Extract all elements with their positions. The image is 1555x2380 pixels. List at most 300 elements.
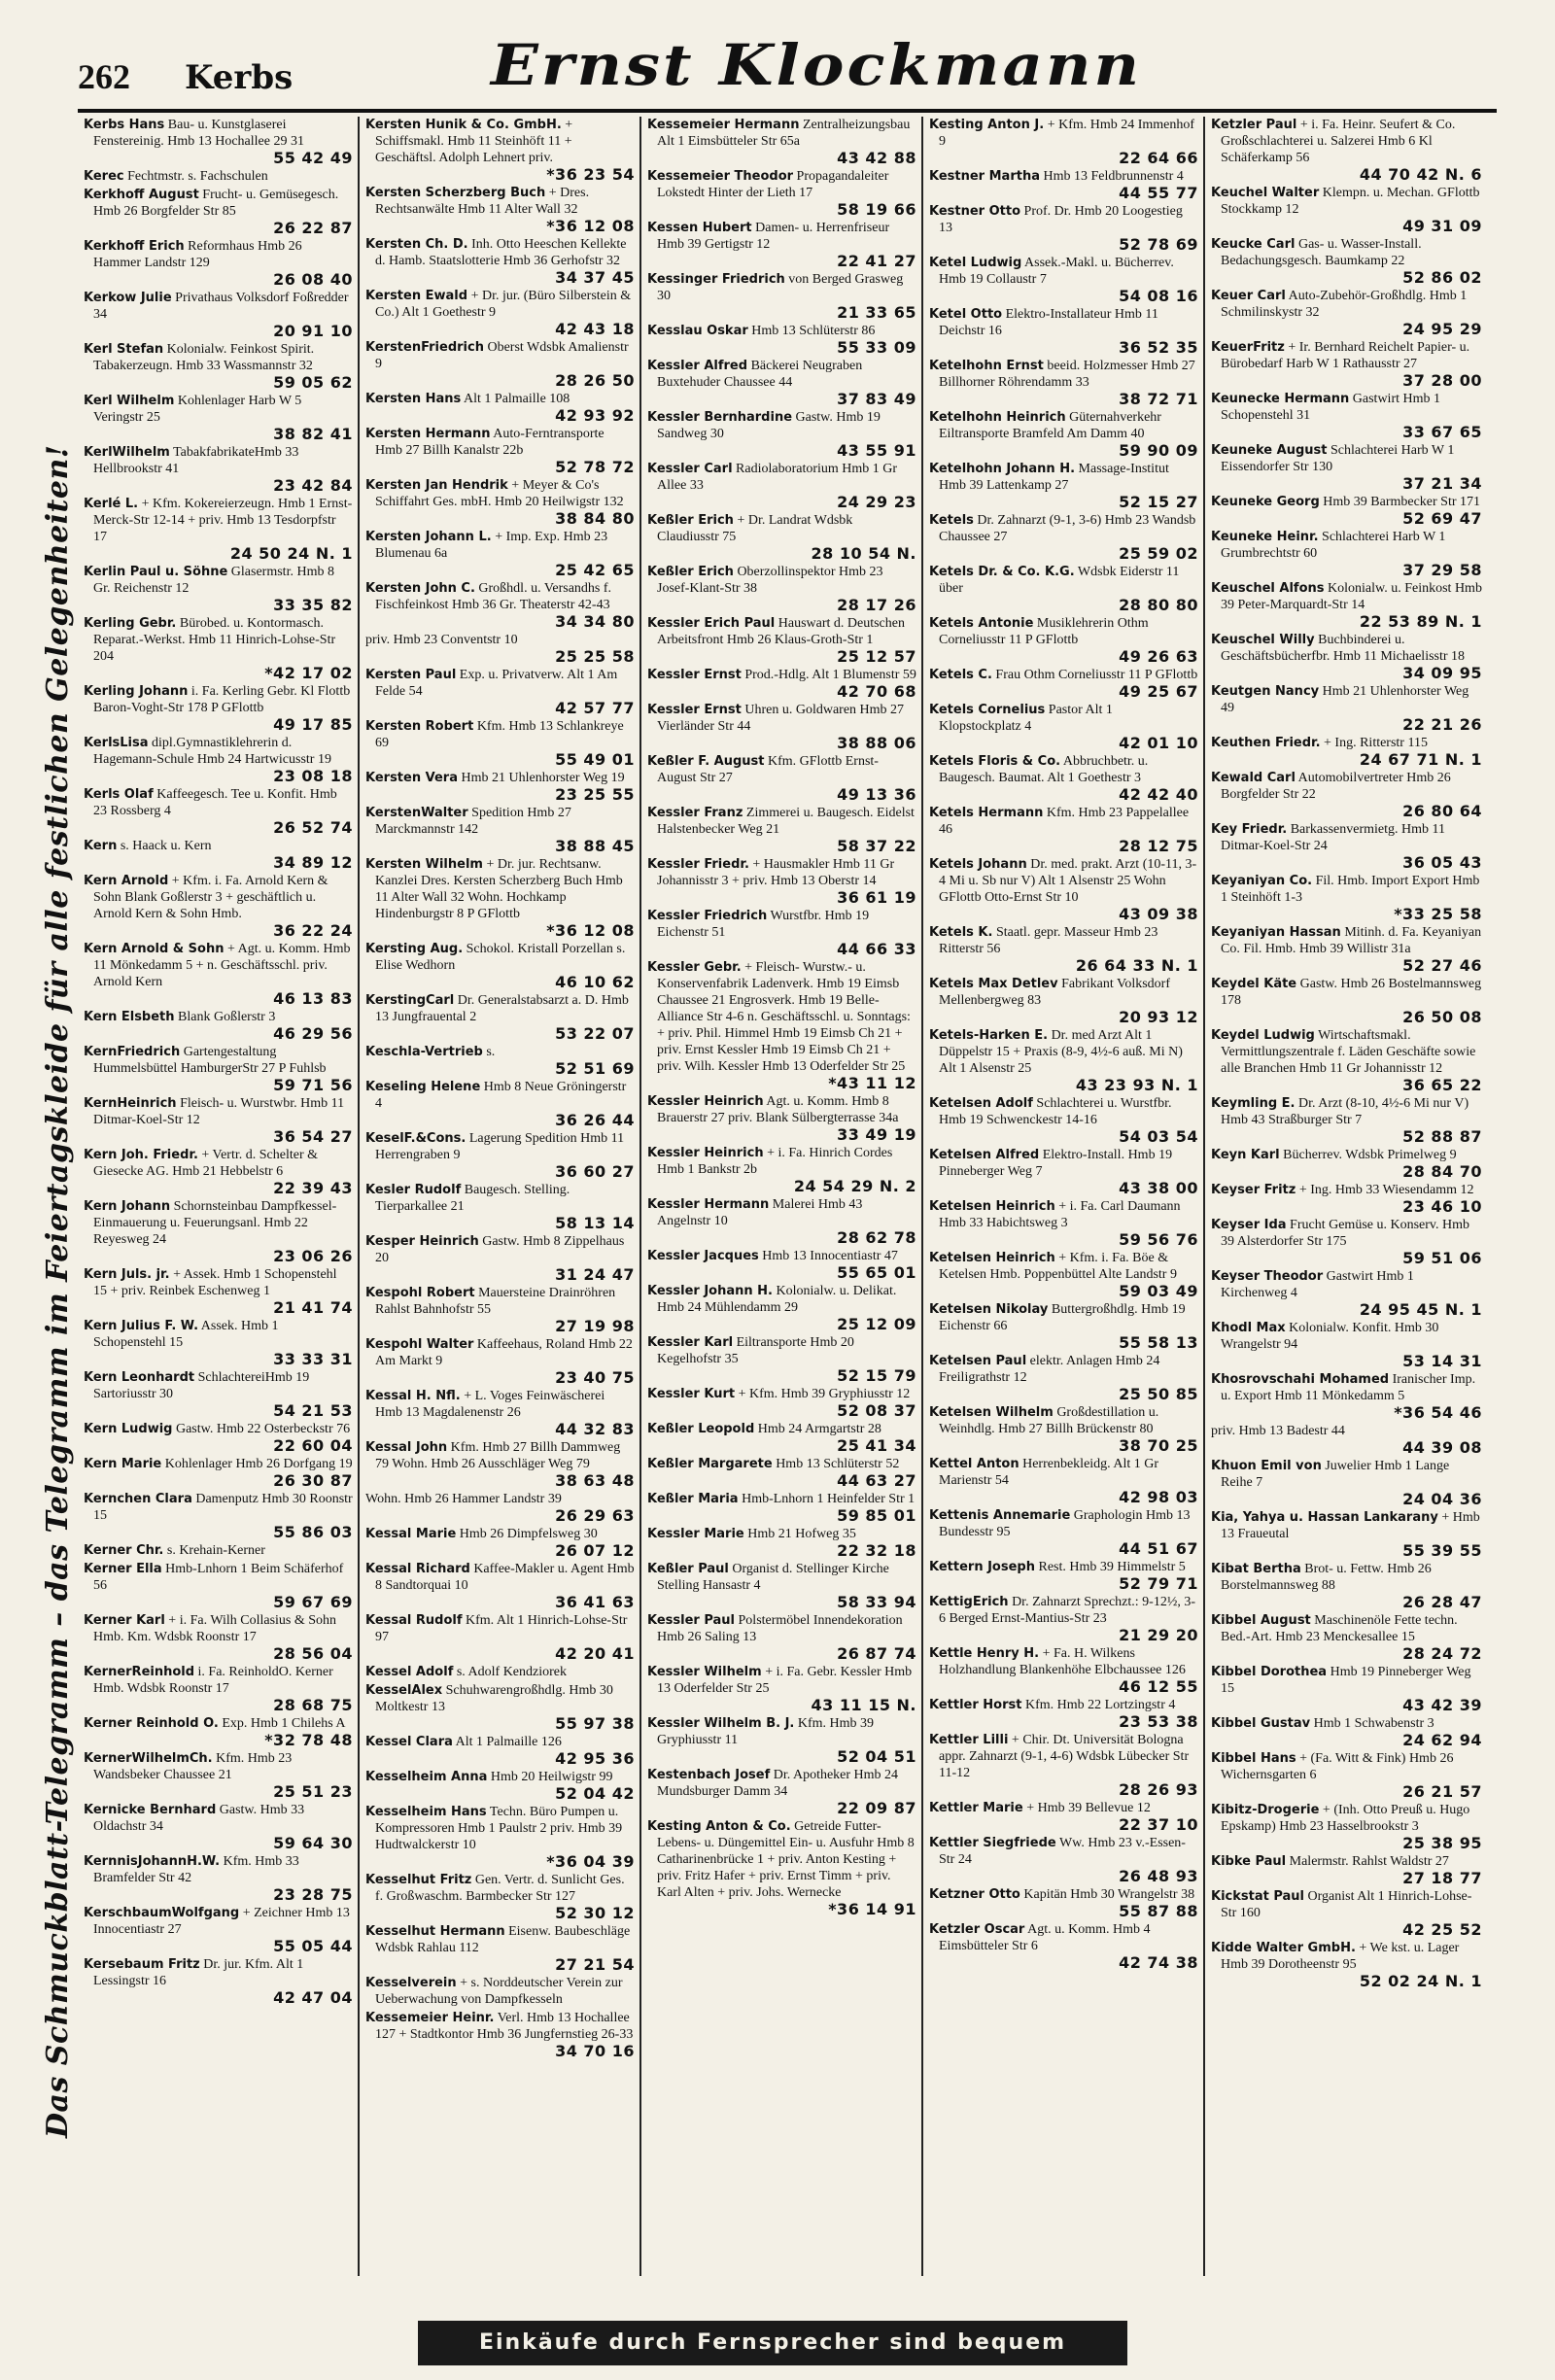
entry-phone: 58 19 66 [837, 200, 916, 219]
directory-entry [84, 1715, 353, 1748]
directory-entry [929, 805, 1198, 854]
entry-name: Kerec [84, 169, 124, 184]
directory-entry [647, 564, 916, 613]
entry-phone: 23 40 75 [555, 1368, 635, 1387]
entry-details: Kfm. Hmb 23 Wandsbeker Chaussee 21 [93, 1751, 293, 1782]
directory-entry [84, 735, 353, 784]
entry-name: Kessler Paul [647, 1613, 736, 1628]
entry-name: Kessler Johann H. [647, 1284, 773, 1298]
entry-phone: 55 05 44 [273, 1937, 353, 1955]
entry-details: + i. Fa. Wilh Collasius & Sohn Hmb. Km. Wdsbk Roonstr 17 [93, 1613, 337, 1644]
entry-details: Pastor Alt 1 Klopstockplatz 4 [939, 703, 1113, 734]
entry-name: Kespohl Walter [365, 1337, 474, 1352]
entry-phone: 42 20 41 [555, 1644, 635, 1663]
entry-name: Khuon Emil von [1211, 1459, 1322, 1473]
directory-entry [365, 1182, 635, 1231]
entry-phone: 36 26 44 [555, 1111, 635, 1129]
entry-name: Kern Johann [84, 1199, 171, 1214]
directory-column-4 [923, 117, 1205, 2276]
entry-name: KernHeinrich [84, 1096, 177, 1111]
entry-name: Ketelsen Adolf [929, 1096, 1033, 1111]
directory-entry [929, 615, 1198, 665]
entry-details: Hmb 13 Innocentiastr 47 [762, 1249, 898, 1263]
entry-details: Agt. u. Komm. Hmb 8 Brauerstr 27 priv. Blank Sülbergterrasse 34a [657, 1094, 899, 1125]
entry-name: Kessler Gebr. [647, 960, 742, 975]
entry-details: Hmb 13 Schlüterstr 86 [751, 324, 876, 338]
directory-entry [929, 1507, 1198, 1557]
entry-phone: 24 54 29 N. 2 [793, 1177, 916, 1195]
directory-entry [84, 615, 353, 681]
directory-entry [647, 805, 916, 854]
entry-name: Ketelsen Heinrich [929, 1251, 1055, 1265]
entry-details: Alt 1 Palmaille 126 [455, 1735, 562, 1749]
directory-entry [365, 1682, 635, 1732]
entry-details: + s. Norddeutscher Verein zur Ueberwachung von Dampfkesseln [375, 1976, 623, 2007]
entry-name: Kersten Scherzberg Buch [365, 186, 546, 200]
directory-entry [1211, 1940, 1482, 1989]
entry-phone: 42 74 38 [1119, 1953, 1198, 1972]
entry-phone: 21 33 65 [837, 303, 916, 322]
entry-details: Zimmerei u. Baugesch. Eidelst Halstenbecker Weg 21 [657, 806, 915, 837]
entry-details: Wirtschaftsmakl. Vermittlungszentrale f. Läden Geschäfte sowie alle Branchen Hmb 11 Gr Johannisstr 12 [1221, 1028, 1476, 1076]
entry-name: Kessemeier Theodor [647, 169, 794, 184]
entry-phone: 24 04 36 [1402, 1490, 1482, 1508]
entry-phone: 42 42 40 [1119, 785, 1198, 804]
entry-phone: 42 47 04 [273, 1988, 353, 2007]
directory-entry [1211, 770, 1482, 819]
entry-phone: 25 38 95 [1402, 1834, 1482, 1852]
entry-details: Gen. Vertr. d. Sunlicht Ges. f. Großwaschm. Barmbecker Str 127 [375, 1873, 625, 1904]
directory-entry [647, 1715, 916, 1765]
entry-details: Malermstr. Rahlst Waldstr 27 [1289, 1854, 1449, 1869]
directory-entry [365, 856, 635, 939]
entry-phone: 22 53 89 N. 1 [1359, 612, 1482, 631]
entry-phone: 53 14 31 [1402, 1352, 1482, 1370]
entry-name: Kettern Joseph [929, 1560, 1035, 1574]
entry-details: Schornsteinbau Dampfkessel-Einmauerung u. Feuerungsanl. Hmb 22 Reyesweg 24 [93, 1199, 337, 1247]
directory-entry [929, 512, 1198, 562]
entry-name: Kersten Hermann [365, 427, 491, 441]
entry-name: Ketels Max Detlev [929, 977, 1058, 991]
entry-details: Radiolaboratorium Hmb 1 Gr Allee 33 [657, 462, 898, 493]
entry-name: Kessler Heinrich [647, 1094, 764, 1109]
entry-details: Hmb 21 Uhlenhorster Weg 49 [1221, 684, 1469, 715]
entry-phone: 23 53 38 [1119, 1712, 1198, 1731]
entry-phone: 49 26 63 [1119, 647, 1198, 666]
entry-details: + Imp. Exp. Hmb 23 Blumenau 6a [375, 530, 608, 561]
entry-details: + Chir. Dt. Universität Bologna appr. Zahnarzt (9-1, 4-6) Wdsbk Lübecker Str 11-12 [939, 1733, 1190, 1780]
directory-entry [647, 1818, 916, 1917]
entry-details: + Ir. Bernhard Reichelt Papier- u. Bürobedarf Harb W 1 Rathausstr 27 [1221, 340, 1470, 371]
directory-entry [84, 683, 353, 733]
directory-entry [1211, 288, 1482, 337]
directory-entry [1211, 391, 1482, 440]
entry-name: Ketelsen Wilhelm [929, 1405, 1054, 1420]
entry-phone: 42 93 92 [555, 406, 635, 425]
entry-phone: 49 25 67 [1119, 682, 1198, 701]
entry-phone: 25 12 57 [837, 647, 916, 666]
side-slogan: Das Schmuckblatt-Telegramm – das Telegramm im Feiertagskleide für alle festlichen Gelegenheiten! [41, 444, 75, 2138]
entry-name: KerlsLisa [84, 736, 149, 750]
entry-details: Gastwirt Hmb 1 Schopenstehl 31 [1221, 392, 1440, 423]
directory-entry [929, 667, 1198, 700]
entry-name: KeselF.&Cons. [365, 1131, 466, 1146]
entry-details: Hmb 21 Uhlenhorster Weg 19 [461, 771, 625, 785]
entry-details: Oberzollinspektor Hmb 23 Josef-Klant-Str 38 [657, 565, 883, 596]
entry-name: Keuneke Heinr. [1211, 530, 1319, 544]
entry-phone: 43 55 91 [837, 441, 916, 460]
entry-name: Kessler Carl [647, 462, 733, 476]
entry-name: Kespohl Robert [365, 1286, 475, 1300]
entry-phone: 42 43 18 [555, 320, 635, 338]
entry-phone: 22 32 18 [837, 1541, 916, 1560]
entry-phone: 44 63 27 [837, 1471, 916, 1490]
entry-details: elektr. Anlagen Hmb 24 Freiligrathstr 12 [939, 1354, 1160, 1385]
entry-name: Keuer Carl [1211, 289, 1286, 303]
entry-name: Kesselverein [365, 1976, 457, 1990]
entry-details: Bücherrev. Wdsbk Primelweg 9 [1283, 1148, 1457, 1162]
entry-phone: 22 37 10 [1119, 1815, 1198, 1834]
entry-phone: 24 62 94 [1402, 1731, 1482, 1749]
entry-phone: 42 95 36 [555, 1749, 635, 1768]
entry-name: Kerl Wilhelm [84, 394, 175, 408]
directory-entry [929, 203, 1198, 253]
directory-entry [365, 2010, 635, 2059]
entry-details: Iranischer Imp. u. Export Hmb 11 Mönkedamm 5 [1221, 1372, 1476, 1403]
entry-phone: 38 70 25 [1119, 1436, 1198, 1455]
entry-name: Kern Ludwig [84, 1422, 173, 1436]
entry-name: Kewald Carl [1211, 771, 1296, 785]
entry-name: Keuneke August [1211, 443, 1328, 458]
entry-name: Kessler Kurt [647, 1387, 736, 1401]
entry-phone: 22 41 27 [837, 252, 916, 270]
entry-phone: 33 49 19 [837, 1125, 916, 1144]
entry-name: Kibbel August [1211, 1613, 1311, 1628]
directory-entry [1211, 236, 1482, 286]
entry-details: Hmb 26 Dimpfelsweg 30 [459, 1527, 598, 1541]
directory-entry [365, 941, 635, 990]
entry-details: Exp. u. Privatverw. Alt 1 Am Felde 54 [375, 668, 618, 699]
entry-phone: 26 29 63 [555, 1506, 635, 1525]
entry-details: Kfm. Hmb 33 Bramfelder Str 42 [93, 1854, 299, 1885]
entry-phone: 52 15 27 [1119, 493, 1198, 511]
entry-details: Kfm. GFlottb Ernst-August Str 27 [657, 754, 879, 785]
directory-entry [365, 391, 635, 424]
entry-details: + i. Fa. Gebr. Kessler Hmb 13 Oderfelder Str 25 [657, 1665, 913, 1696]
directory-entry [1211, 1217, 1482, 1266]
entry-name: Kessler Alfred [647, 359, 748, 373]
directory-entry [647, 1093, 916, 1143]
entry-phone: 38 72 71 [1119, 390, 1198, 408]
entry-phone: 33 67 65 [1402, 423, 1482, 441]
directory-entry [647, 461, 916, 510]
directory-entry [84, 1750, 353, 1800]
directory-entry [929, 1027, 1198, 1093]
entry-name: KernnisJohannH.W. [84, 1854, 221, 1869]
directory-entry [84, 1853, 353, 1903]
entry-name: Ketels Hermann [929, 806, 1044, 820]
entry-phone: 25 50 85 [1119, 1385, 1198, 1403]
entry-name: Khosrovschahi Mohamed [1211, 1372, 1390, 1387]
directory-entry [365, 718, 635, 768]
directory-entry [647, 702, 916, 751]
directory-entry [84, 1318, 353, 1367]
entry-phone: 23 46 10 [1402, 1197, 1482, 1216]
entry-details: Mauersteine Drainröhren Rahlst Bahnhofstr 55 [375, 1286, 616, 1317]
directory-entry [929, 1404, 1198, 1454]
entry-details: Propagandaleiter Lokstedt Hinter der Lieth 17 [657, 169, 889, 200]
entry-details: Schlachterei u. Wurstfbr. Hmb 19 Schwenckestr 14-16 [939, 1096, 1172, 1127]
entry-phone: 55 97 38 [555, 1714, 635, 1733]
entry-details: + Kfm. Hmb 24 Immenhof 9 [939, 118, 1195, 149]
entry-details: Staatl. gepr. Masseur Hmb 23 Ritterstr 56 [939, 925, 1158, 956]
running-head: Kerbs [185, 58, 294, 97]
directory-entry [647, 856, 916, 906]
entry-phone: 52 04 51 [837, 1747, 916, 1766]
entry-phone: 42 57 77 [555, 699, 635, 717]
entry-details: + Schiffsmakl. Hmb 11 Steinhöft 11 + Geschäftsl. Adolph Lehnert priv. [375, 118, 573, 165]
directory-entry [365, 770, 635, 803]
entry-phone: 42 70 68 [837, 682, 916, 701]
directory-entry [365, 529, 635, 578]
entry-phone: 49 31 09 [1402, 217, 1482, 235]
entry-details: Hmb 8 Neue Gröningerstr 4 [375, 1080, 627, 1111]
entry-phone: 53 22 07 [555, 1024, 635, 1043]
entry-name: Keschla-Vertrieb [365, 1045, 483, 1059]
entry-details: TabakfabrikateHmb 33 Hellbrookstr 41 [93, 445, 299, 476]
entry-details: Blank Goßlerstr 3 [178, 1010, 276, 1024]
entry-name: KerstenFriedrich [365, 340, 484, 355]
directory-entry [365, 632, 635, 665]
entry-details: Fechtmstr. s. Fachschulen [127, 169, 268, 184]
entry-phone: 46 12 55 [1119, 1677, 1198, 1696]
directory-column-2 [360, 117, 641, 2276]
entry-phone: 43 23 93 N. 1 [1075, 1076, 1198, 1094]
entry-details: Buchbinderei u. Geschäftsbücherfbr. Hmb 11 Michaelisstr 18 [1221, 633, 1466, 664]
entry-details: Kfm. Hmb 13 Schlankreye 69 [375, 719, 624, 750]
entry-name: Kettler Siegfriede [929, 1836, 1056, 1850]
directory-entry [647, 1456, 916, 1489]
directory-entry [1211, 1853, 1482, 1886]
entry-details: + Dr. Landrat Wdsbk Claudiusstr 75 [657, 513, 853, 544]
entry-details: + i. Fa. Carl Daumann Hmb 33 Habichtsweg 3 [939, 1199, 1181, 1230]
directory-entry [929, 1594, 1198, 1643]
entry-name: Kessel Clara [365, 1735, 453, 1749]
entry-phone: 23 28 75 [273, 1885, 353, 1904]
entry-name: Kersten Wilhelm [365, 857, 483, 872]
entry-details: Hmb 13 Schlüterstr 52 [776, 1457, 900, 1471]
entry-phone: 28 26 50 [555, 371, 635, 390]
directory-entry [1211, 117, 1482, 183]
entry-phone: 21 29 20 [1119, 1626, 1198, 1644]
entry-details: Eiltransporte Hmb 20 Kegelhofstr 35 [657, 1335, 854, 1366]
entry-phone: 43 38 00 [1119, 1179, 1198, 1197]
entry-phone: 23 42 84 [273, 476, 353, 495]
entry-details: Gas- u. Wasser-Install. Bedachungsgesch. Baumkamp 22 [1221, 237, 1422, 268]
entry-name: Kessler Wilhelm [647, 1665, 762, 1679]
entry-phone: 27 18 77 [1402, 1869, 1482, 1887]
entry-name: Ketels Johann [929, 857, 1027, 872]
entry-details: Gastw. Hmb 19 Sandweg 30 [657, 410, 881, 441]
header-rule [78, 109, 1497, 113]
entry-details: Hmb 24 Armgartstr 28 [757, 1422, 881, 1436]
entry-name: Kibat Bertha [1211, 1562, 1301, 1576]
entry-details: Hmb 13 Feldbrunnenstr 4 [1043, 169, 1184, 184]
entry-details: + Dr. jur. (Büro Silberstein & Co.) Alt 1 Goethestr 9 [375, 289, 632, 320]
entry-phone: 23 25 55 [555, 785, 635, 804]
entry-details: + Agt. u. Komm. Hmb 11 Mönkedamm 5 + n. Geschäftsschl. priv. Arnold Kern [93, 942, 351, 989]
directory-entry [1211, 976, 1482, 1025]
directory-entry [929, 1732, 1198, 1798]
entry-name: Kerner Reinhold O. [84, 1716, 219, 1731]
directory-entry [929, 753, 1198, 803]
entry-name: Keßler Paul [647, 1562, 729, 1576]
entry-phone: *43 11 12 [828, 1074, 916, 1092]
entry-details: Schuhwarengroßhdlg. Hmb 30 Moltkestr 13 [375, 1683, 613, 1714]
entry-name: Ketzler Oscar [929, 1922, 1025, 1937]
directory-entry [1211, 1561, 1482, 1610]
entry-name: Kerkhoff August [84, 188, 199, 202]
directory-entry [647, 1526, 916, 1559]
entry-phone: 26 64 33 N. 1 [1075, 956, 1198, 975]
entry-phone: 42 01 10 [1119, 734, 1198, 752]
entry-phone: 55 39 55 [1402, 1541, 1482, 1560]
entry-name: Ketels K. [929, 925, 993, 940]
entry-details: Gastw. Hmb 8 Zippelhaus 20 [375, 1234, 625, 1265]
entry-phone: 44 39 08 [1402, 1438, 1482, 1457]
entry-details: Damen- u. Herrenfriseur Hmb 39 Gertigstr 12 [657, 221, 890, 252]
directory-column-1 [78, 117, 360, 2276]
entry-name: Kesslau Oskar [647, 324, 748, 338]
directory-entry [929, 461, 1198, 510]
entry-name: Kessler Bernhardine [647, 410, 793, 425]
directory-entry [1211, 1458, 1482, 1507]
entry-phone: 27 21 54 [555, 1955, 635, 1974]
entry-details: + Meyer & Co's Schiffahrt Ges. mbH. Hmb 20 Heilwigstr 132 [375, 478, 624, 509]
directory-entry [929, 168, 1198, 201]
directory-entry [647, 323, 916, 356]
entry-phone: 52 04 42 [555, 1784, 635, 1803]
directory-entry [647, 117, 916, 166]
entry-phone: 43 09 38 [1119, 905, 1198, 923]
directory-entry [929, 306, 1198, 356]
directory-entry [365, 1612, 635, 1662]
entry-phone: 52 27 46 [1402, 956, 1482, 975]
entry-phone: *36 04 39 [546, 1852, 635, 1871]
entry-name: Kernchen Clara [84, 1492, 192, 1506]
entry-name: Kettler Horst [929, 1698, 1022, 1712]
entry-details: Frau Othm Corneliusstr 11 P GFlottb [995, 668, 1198, 682]
entry-details: Getreide Futter- Lebens- u. Düngemittel Ein- u. Ausfuhr Hmb 8 Catharinenbrücke 1 + priv. Anton Kesting + priv. Fritz Hafer + priv. Ernst Timm + priv. Karl Alten + priv. Johs. Wernecke [657, 1819, 915, 1900]
entry-phone: 55 87 88 [1119, 1902, 1198, 1920]
entry-name: Kern Arnold [84, 874, 169, 888]
directory-entry [84, 1456, 353, 1489]
entry-phone: 28 56 04 [273, 1644, 353, 1663]
entry-details: Bau- u. Kunstglaserei Fenstereinig. Hmb 13 Hochallee 29 31 [93, 118, 304, 149]
entry-details: + Kfm. Hmb 39 Gryphiusstr 12 [738, 1387, 911, 1401]
footer-banner: Einkäufe durch Fernsprecher sind bequem [418, 2321, 1127, 2365]
entry-details: s. Haack u. Kern [120, 839, 212, 853]
directory-entry [365, 477, 635, 527]
directory-entry [365, 1526, 635, 1559]
entry-name: Kerlé L. [84, 497, 139, 511]
entry-details: Brot- u. Fettw. Hmb 26 Borstelmannsweg 88 [1221, 1562, 1432, 1593]
entry-name: Kessler Ernst [647, 668, 742, 682]
entry-details: Güternahverkehr Eiltransporte Bramfeld Am Damm 40 [939, 410, 1161, 441]
entry-name: KeuerFritz [1211, 340, 1285, 355]
entry-name: Ketelsen Heinrich [929, 1199, 1055, 1214]
directory-entry [647, 753, 916, 803]
entry-phone: 26 48 93 [1119, 1867, 1198, 1885]
entry-name: Ketzler Paul [1211, 118, 1297, 132]
entry-name: Keyaniyan Hassan [1211, 925, 1341, 940]
entry-name: Kessler Franz [647, 806, 743, 820]
directory-entry [647, 908, 916, 957]
entry-name: Kersten Robert [365, 719, 474, 734]
entry-details: + Zeichner Hmb 13 Innocentiastr 27 [93, 1906, 350, 1937]
directory-entry [84, 187, 353, 236]
entry-details: Fabrikant Volksdorf Mellenbergweg 83 [939, 977, 1170, 1008]
entry-details: Bürobed. u. Kontormasch. Reparat.-Werkst. Hmb 11 Hinrich-Lohse-Str 204 [93, 616, 336, 664]
directory-entry [929, 702, 1198, 751]
entry-details: Automobilvertreter Hmb 26 Borgfelder Str 22 [1221, 771, 1451, 802]
entry-details: Malerei Hmb 43 Angelnstr 10 [657, 1197, 863, 1228]
entry-details: Hmb 19 Pinneberger Weg 15 [1221, 1665, 1471, 1696]
entry-name: Kesler Rudolf [365, 1183, 462, 1197]
entry-details: + Kfm. i. Fa. Arnold Kern & Sohn Blank Goßlerstr 3 + geschäftlich u. Arnold Kern & Sohn Hmb. [93, 874, 328, 921]
entry-name: Keymling E. [1211, 1096, 1296, 1111]
entry-phone: 27 19 98 [555, 1317, 635, 1335]
entry-details: Elektro-Installateur Hmb 11 Deichstr 16 [939, 307, 1158, 338]
directory-entry [1211, 442, 1482, 492]
entry-details: dipl.Gymnastiklehrerin d. Hagemann-Schule Hmb 24 Hartwicusstr 19 [93, 736, 331, 767]
entry-name: Kern Marie [84, 1457, 162, 1471]
entry-name: Keßler Erich [647, 565, 734, 579]
directory-entry [1211, 924, 1482, 974]
directory-entry [365, 805, 635, 854]
directory-entry [84, 117, 353, 166]
entry-details: Rest. Hmb 39 Himmelstr 5 [1038, 1560, 1186, 1574]
entry-name: Ketels Floris & Co. [929, 754, 1061, 769]
entry-name: Keutgen Nancy [1211, 684, 1320, 699]
entry-details: Alt 1 Palmaille 108 [464, 392, 570, 406]
entry-name: Kersten Hans [365, 392, 462, 406]
entry-name: Kestner Martha [929, 169, 1040, 184]
entry-details: Kfm. Hmb 39 Gryphiusstr 11 [657, 1716, 875, 1747]
entry-phone: 59 67 69 [273, 1593, 353, 1611]
entry-phone: 43 42 88 [837, 149, 916, 167]
entry-phone: 36 60 27 [555, 1162, 635, 1181]
entry-details: Gastw. Hmb 26 Bostelmannsweg 178 [1221, 977, 1482, 1008]
directory-entry [929, 1697, 1198, 1730]
entry-phone: *33 25 58 [1394, 905, 1482, 923]
directory-entry [365, 1336, 635, 1386]
directory-entry [929, 117, 1198, 166]
directory-entry [647, 1145, 916, 1194]
entry-phone: 58 13 14 [555, 1214, 635, 1232]
entry-details: beeid. Holzmesser Hmb 27 Billhorner Röhrendamm 33 [939, 359, 1195, 390]
directory-entry [647, 1334, 916, 1384]
directory-entry [929, 1353, 1198, 1402]
entry-name: Keuneke Georg [1211, 495, 1320, 509]
entry-details: Exp. Hmb 1 Chilehs A [222, 1716, 346, 1731]
entry-phone: 34 89 12 [273, 853, 353, 872]
directory-entry [929, 1559, 1198, 1592]
directory-entry [1211, 1423, 1482, 1456]
directory-entry [84, 1369, 353, 1419]
entry-name: Kern Julius F. W. [84, 1319, 199, 1333]
entry-details: Techn. Büro Pumpen u. Kompressoren Hmb 1 Paulstr 2 priv. Hmb 39 Hudtwalckerstr 10 [375, 1805, 623, 1852]
